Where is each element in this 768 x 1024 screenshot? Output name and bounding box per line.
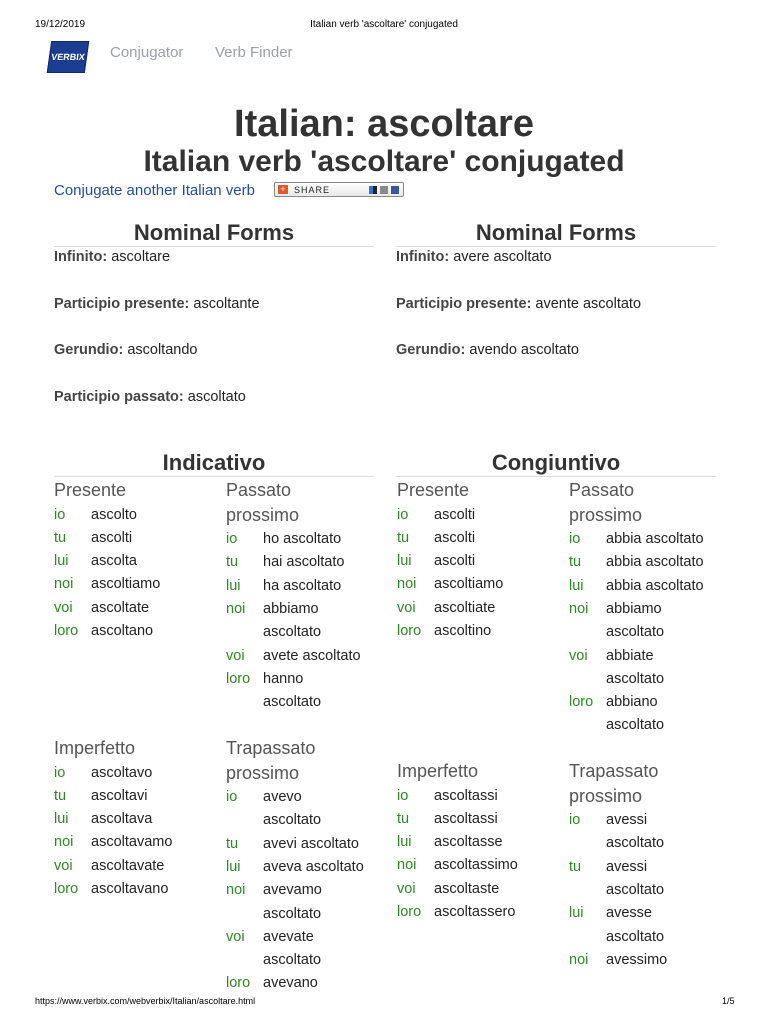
pronoun: lui xyxy=(226,858,241,875)
divider xyxy=(54,476,374,477)
verb-form: ascolti xyxy=(434,506,476,523)
verb-form: ascoltavi xyxy=(91,787,148,804)
verb-form: ascoltano xyxy=(91,623,154,639)
verb-form: avevo xyxy=(263,789,302,805)
pronoun: lui xyxy=(569,905,584,922)
delicious-icon xyxy=(369,186,377,194)
conjugate-another-link[interactable]: Conjugate another Italian verb xyxy=(54,182,255,199)
pronoun: tu xyxy=(226,835,239,852)
verb-form: ascoltino xyxy=(434,623,492,639)
pronoun: voi xyxy=(569,647,588,664)
nominal-item: Participio presente: ascoltante xyxy=(54,296,260,312)
pronoun: lui xyxy=(397,834,412,851)
pronoun: tu xyxy=(397,810,410,827)
divider xyxy=(54,246,374,247)
verb-form: avevamo xyxy=(263,882,322,899)
tense-title: Presente xyxy=(54,480,127,500)
verb-form: avevi ascoltato xyxy=(263,835,359,852)
plus-icon: + xyxy=(278,185,288,194)
pronoun: noi xyxy=(226,600,246,617)
page-subtitle: Italian verb 'ascoltare' conjugated xyxy=(143,145,625,178)
verb-form: ascoltate xyxy=(91,599,150,616)
verb-form: ascoltiate xyxy=(434,599,496,616)
pronoun: io xyxy=(397,506,409,523)
print-date: 19/12/2019 xyxy=(35,19,86,30)
verb-form: ascoltiamo xyxy=(434,576,504,593)
pronoun: noi xyxy=(54,576,74,593)
pronoun: noi xyxy=(226,882,246,899)
pronoun: lui xyxy=(397,553,412,570)
pronoun: io xyxy=(226,789,238,805)
digg-icon xyxy=(380,186,388,194)
nav-conjugator[interactable]: Conjugator xyxy=(110,44,184,61)
pronoun: tu xyxy=(226,554,239,571)
nominal-item: Participio passato: ascoltato xyxy=(54,389,246,405)
pronoun: voi xyxy=(397,599,416,616)
pronoun: lui xyxy=(226,577,241,594)
verb-form: ascolto xyxy=(91,506,137,523)
mood-heading-indicativo: Indicativo xyxy=(162,450,266,475)
pronoun: loro xyxy=(54,623,79,639)
pronoun: tu xyxy=(569,554,582,571)
verb-form: ascoltavamo xyxy=(91,834,173,851)
verb-form: ascoltato xyxy=(606,928,665,945)
tense-title: Presente xyxy=(397,480,470,500)
verb-form: ascoltato xyxy=(606,624,665,641)
pronoun: lui xyxy=(569,577,584,594)
nominal-heading-right: Nominal Forms xyxy=(475,220,637,245)
tense-title: Trapassato xyxy=(226,738,316,758)
verb-form: ascoltassero xyxy=(434,904,516,920)
verb-form: abbiamo xyxy=(606,600,662,617)
print-title: Italian verb 'ascoltare' conjugated xyxy=(310,19,458,30)
pronoun: voi xyxy=(54,599,73,616)
verb-form: abbiamo xyxy=(263,600,319,617)
verb-form: avete ascoltato xyxy=(263,647,361,664)
pronoun: voi xyxy=(397,880,416,897)
nominal-item: Gerundio: ascoltando xyxy=(54,342,198,358)
verb-form: ascoltaste xyxy=(434,880,500,897)
nominal-item: Participio presente: avente ascoltato xyxy=(396,296,642,312)
verbix-logo[interactable]: VERBIX xyxy=(47,41,89,73)
verb-form: avesse xyxy=(606,905,652,922)
verb-form: ho ascoltato xyxy=(263,531,342,547)
mood-heading-congiuntivo: Congiuntivo xyxy=(491,450,621,475)
verb-form: ascoltavate xyxy=(91,857,165,874)
verb-form: ascoltassimo xyxy=(434,857,518,874)
verb-form: ascoltato xyxy=(606,670,665,687)
pronoun: loro xyxy=(569,694,594,711)
divider xyxy=(396,246,716,247)
pronoun: noi xyxy=(569,951,589,968)
pronoun: voi xyxy=(226,647,245,664)
verb-form: ascolta xyxy=(91,553,137,570)
pronoun: tu xyxy=(569,858,582,875)
verb-form: ascoltato xyxy=(606,717,665,734)
verb-form: abbia ascoltato xyxy=(606,554,704,571)
verb-form: aveva ascoltato xyxy=(263,858,364,875)
pronoun: io xyxy=(54,506,66,523)
verb-form: ascoltavo xyxy=(91,764,153,781)
tense-title: Imperfetto xyxy=(54,738,136,758)
pronoun: io xyxy=(569,531,581,547)
verb-form: hanno xyxy=(263,670,304,687)
verb-form: ascoltassi xyxy=(434,787,498,804)
pronoun: loro xyxy=(397,623,422,639)
pronoun: io xyxy=(226,531,238,547)
tense-title: prossimo xyxy=(226,762,300,783)
pronoun: tu xyxy=(54,529,67,546)
verb-form: avessi xyxy=(606,812,648,828)
verb-form: avessi xyxy=(606,858,648,875)
share-button[interactable]: + SHARE xyxy=(274,182,404,197)
verb-form: ascoltato xyxy=(263,952,322,969)
verb-form: ascoltato xyxy=(606,835,665,852)
verb-form: ascoltavano xyxy=(91,881,169,897)
tense-title: Imperfetto xyxy=(397,761,479,781)
nominal-item: Infinito: avere ascoltato xyxy=(396,249,552,265)
pronoun: tu xyxy=(54,787,67,804)
verb-form: hai ascoltato xyxy=(263,554,345,571)
facebook-icon xyxy=(391,186,399,194)
pronoun: loro xyxy=(226,670,251,687)
verb-form: ascoltato xyxy=(263,694,322,711)
pronoun: loro xyxy=(226,975,251,992)
verb-form: ha ascoltato xyxy=(263,577,342,594)
footer-page: 1/5 xyxy=(722,996,735,1006)
verb-form: ascoltato xyxy=(263,812,322,829)
pronoun: voi xyxy=(226,928,245,945)
verb-form: ascoltato xyxy=(606,881,665,898)
nominal-heading-left: Nominal Forms xyxy=(133,220,295,245)
verb-form: avevate xyxy=(263,928,314,945)
pronoun: noi xyxy=(397,576,417,593)
verb-form: abbia ascoltato xyxy=(606,577,704,594)
verb-form: ascoltava xyxy=(91,811,153,828)
page-title: Italian: ascoltare xyxy=(234,103,534,145)
tense-title: Passato xyxy=(226,480,292,500)
pronoun: noi xyxy=(54,834,74,851)
verb-form: ascolti xyxy=(91,529,133,546)
pronoun: voi xyxy=(54,857,73,874)
nominal-item: Gerundio: avendo ascoltato xyxy=(396,342,579,358)
pronoun: noi xyxy=(569,600,589,617)
pronoun: io xyxy=(54,764,66,781)
verb-form: abbia ascoltato xyxy=(606,531,704,547)
footer-url: https://www.verbix.com/webverbix/Italian/ascoltare.html xyxy=(35,996,256,1006)
pronoun: tu xyxy=(397,529,410,546)
nav-verb-finder[interactable]: Verb Finder xyxy=(215,44,293,61)
pronoun: io xyxy=(569,812,581,828)
verb-form: ascoltassi xyxy=(434,810,498,827)
verb-form: ascolti xyxy=(434,553,476,570)
pronoun: noi xyxy=(397,857,417,874)
verb-form: ascolti xyxy=(434,529,476,546)
verb-form: abbiate xyxy=(606,647,654,664)
verb-form: ascoltiamo xyxy=(91,576,161,593)
verb-form: avessimo xyxy=(606,951,668,968)
verb-form: ascoltasse xyxy=(434,834,503,851)
verb-form: avevano xyxy=(263,975,318,992)
pronoun: io xyxy=(397,787,409,804)
pronoun: loro xyxy=(54,881,79,897)
verb-form: ascoltato xyxy=(263,624,322,641)
nominal-item: Infinito: ascoltare xyxy=(54,249,171,265)
tense-title: prossimo xyxy=(226,504,300,525)
divider xyxy=(396,476,716,477)
tense-title: Passato xyxy=(569,480,635,500)
tense-title: prossimo xyxy=(569,504,643,525)
verb-form: ascoltato xyxy=(263,905,322,922)
pronoun: loro xyxy=(397,904,422,920)
pronoun: lui xyxy=(54,553,69,570)
pronoun: lui xyxy=(54,811,69,828)
verb-form: abbiano xyxy=(606,694,658,711)
tense-title: Trapassato xyxy=(569,761,659,781)
tense-title: prossimo xyxy=(569,785,643,806)
